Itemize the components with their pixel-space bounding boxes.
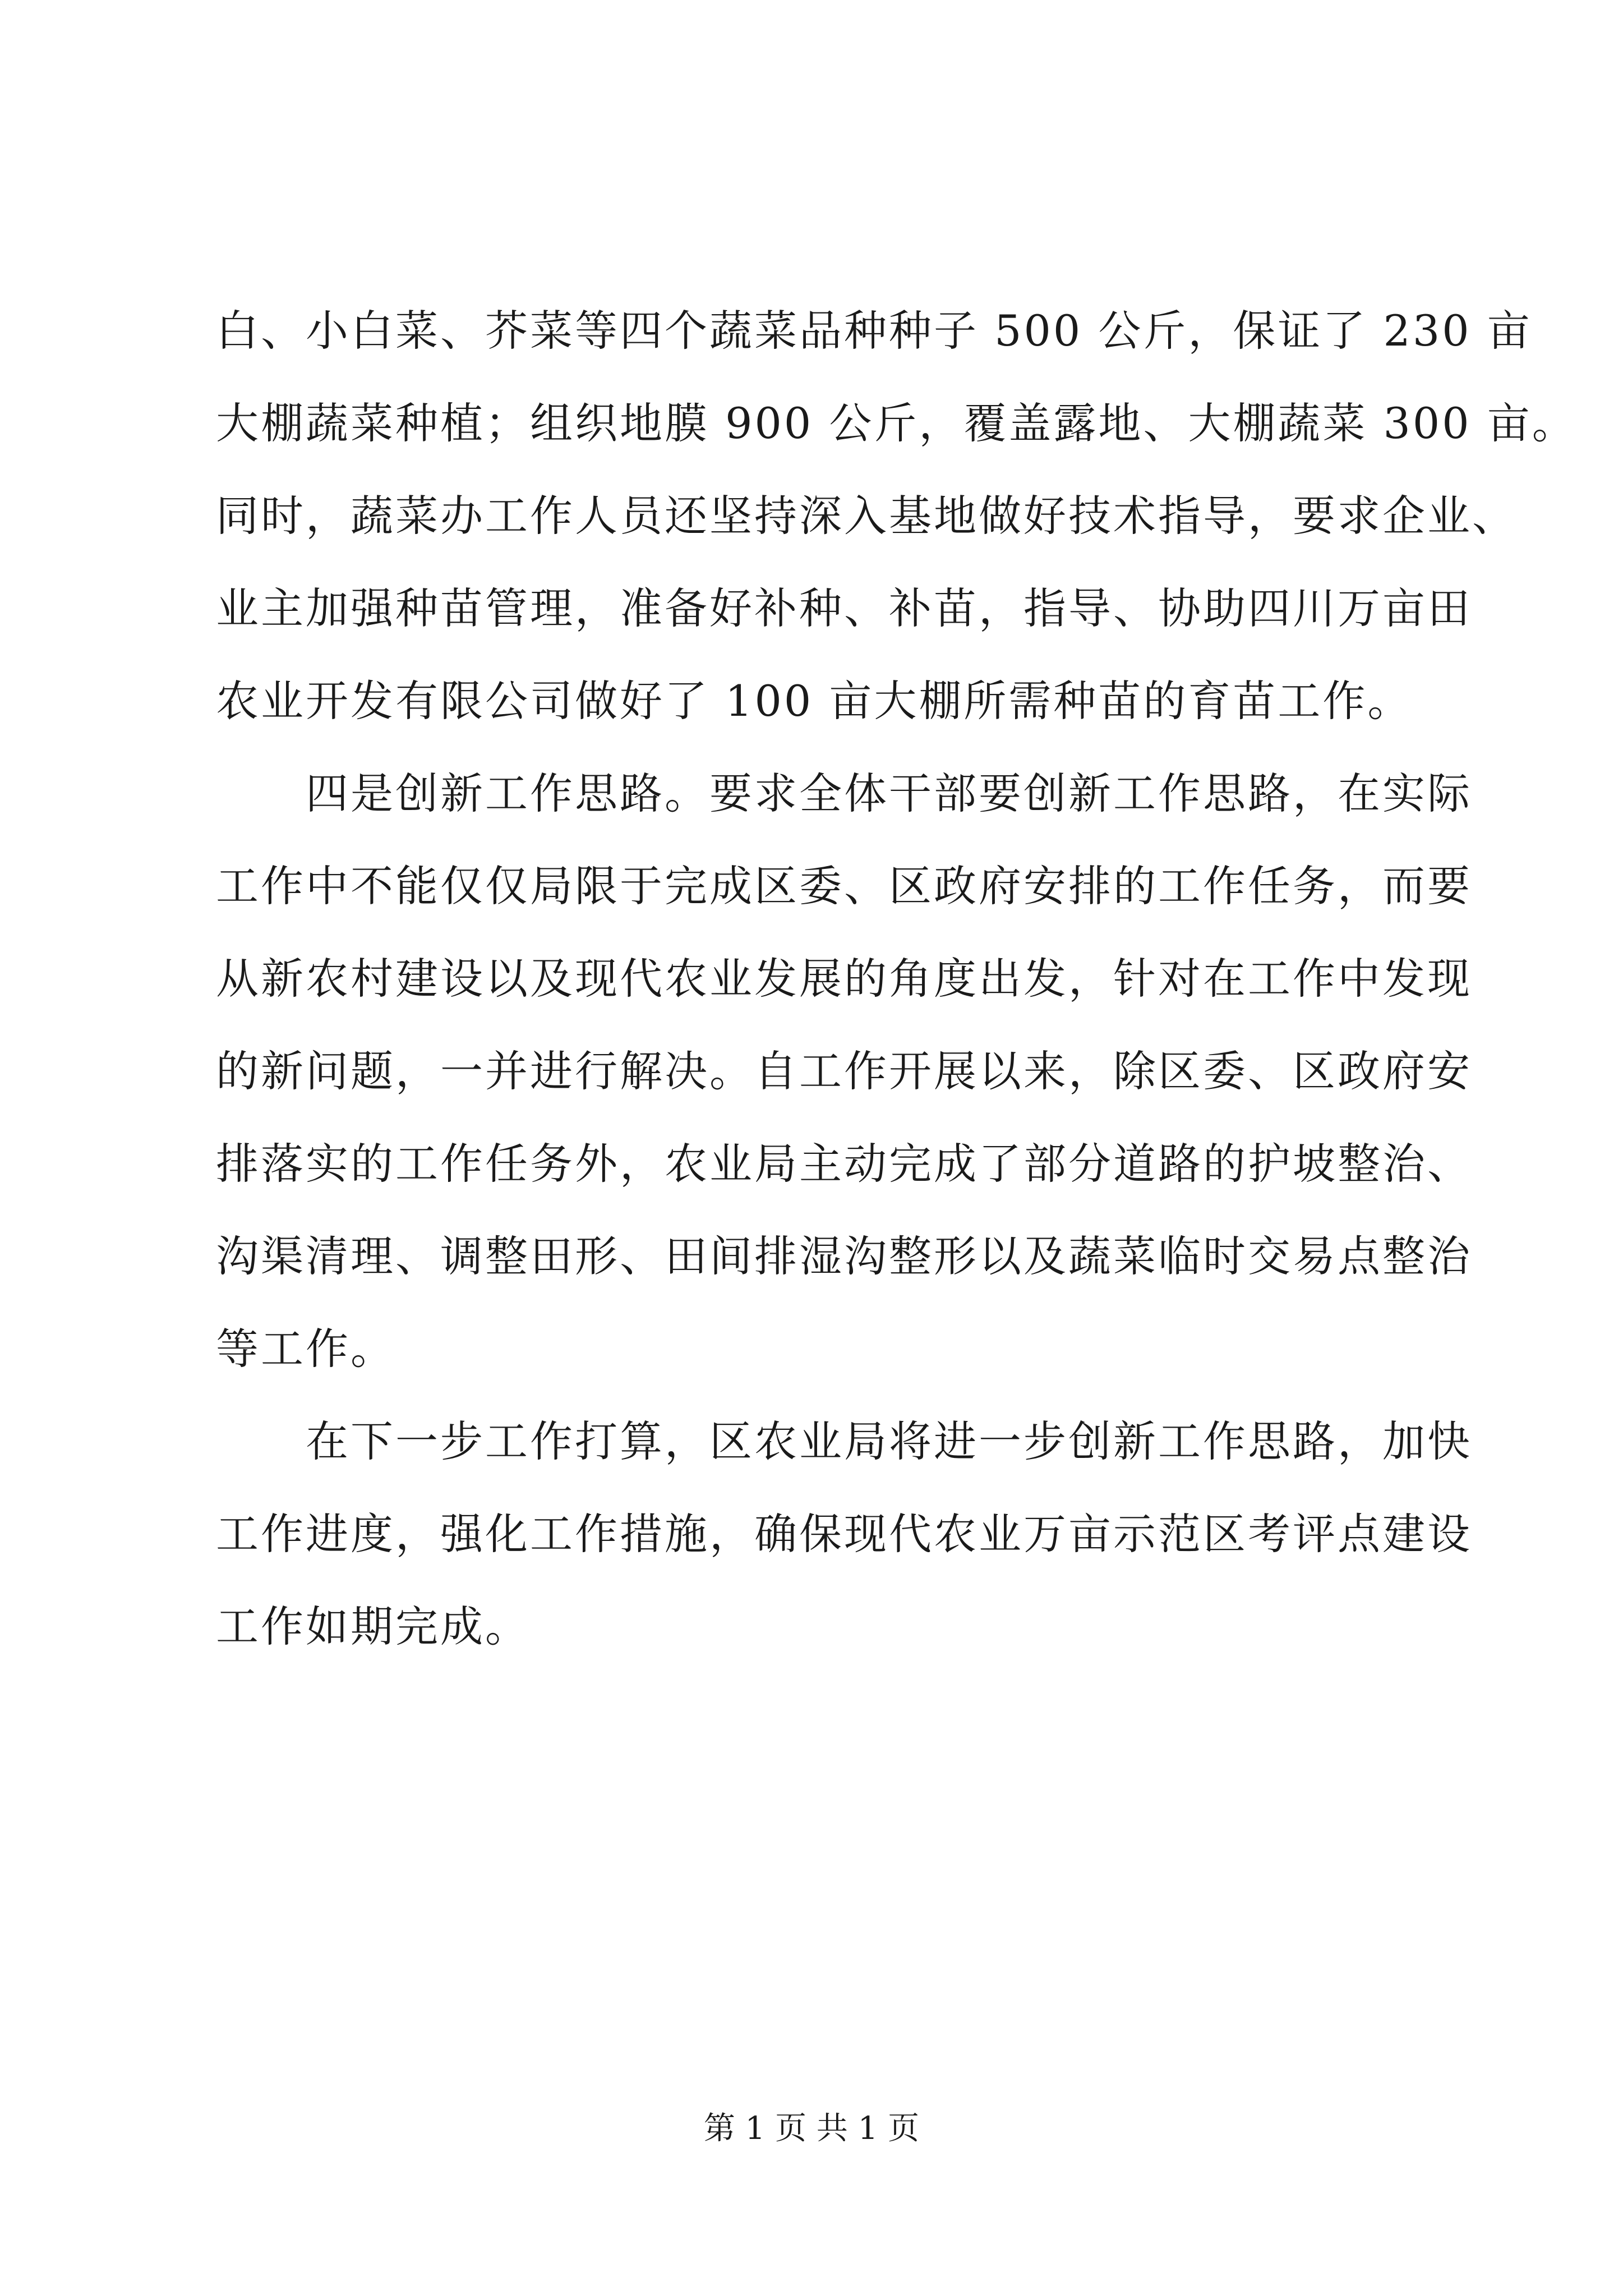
text-line: 白、小白菜、芥菜等四个蔬菜品种种子 500 公斤，保证了 230 亩	[216, 306, 1532, 356]
text-line: 工作如期完成。	[216, 1602, 530, 1651]
text-line: 农业开发有限公司做好了 100 亩大棚所需种苗的育苗工作。	[216, 676, 1413, 726]
text-line: 排落实的工作任务外，农业局主动完成了部分道路的护坡整治、	[216, 1139, 1472, 1189]
text-line: 大棚蔬菜种植；组织地膜 900 公斤，覆盖露地、大棚蔬菜 300 亩。	[216, 398, 1577, 448]
page-footer: 第 1 页 共 1 页	[703, 2110, 920, 2147]
text-line: 从新农村建设以及现代农业发展的角度出发，针对在工作中发现	[216, 954, 1472, 1004]
text-line: 沟渠清理、调整田形、田间排湿沟整形以及蔬菜临时交易点整治	[216, 1231, 1472, 1281]
paragraph-start-line: 在下一步工作打算，区农业局将进一步创新工作思路，加快	[306, 1416, 1472, 1466]
paragraph-start-line: 四是创新工作思路。要求全体干部要创新工作思路，在实际	[306, 769, 1472, 818]
text-line: 等工作。	[216, 1324, 395, 1374]
text-line: 的新问题，一并进行解决。自工作开展以来，除区委、区政府安	[216, 1046, 1472, 1096]
text-line: 工作中不能仅仅局限于完成区委、区政府安排的工作任务，而要	[216, 861, 1472, 911]
text-line: 业主加强种苗管理，准备好补种、补苗，指导、协助四川万亩田	[216, 583, 1472, 633]
text-line: 同时，蔬菜办工作人员还坚持深入基地做好技术指导，要求企业、	[216, 491, 1517, 541]
text-line: 工作进度，强化工作措施，确保现代农业万亩示范区考评点建设	[216, 1509, 1472, 1559]
